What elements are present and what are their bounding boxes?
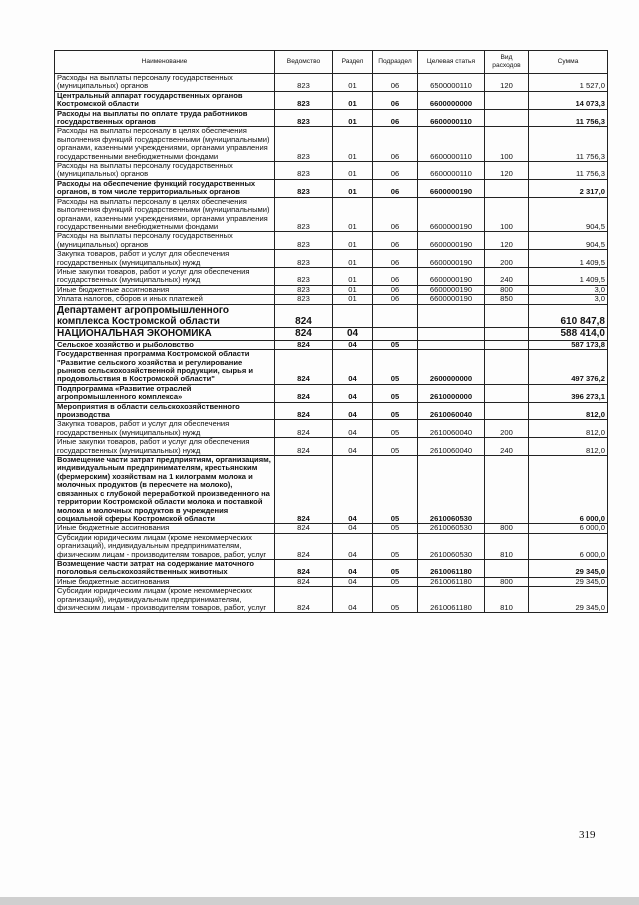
table-row — [55, 587, 608, 613]
cell-amount: 11 756,3 — [529, 127, 608, 162]
table-row — [55, 304, 608, 328]
cell-amount: 3,0 — [529, 295, 608, 304]
cell-amount: 588 414,0 — [529, 328, 608, 340]
cell-ministry: 823 — [275, 232, 333, 250]
cell-amount: 587 173,8 — [529, 340, 608, 349]
cell-subsection: 05 — [373, 456, 418, 524]
table-row — [55, 456, 608, 524]
cell-name: Уплата налогов, сборов и иных платежей — [55, 295, 275, 304]
cell-expense-type — [485, 340, 529, 349]
cell-ministry: 823 — [275, 109, 333, 127]
cell-amount: 6 000,0 — [529, 524, 608, 533]
cell-amount: 6 000,0 — [529, 533, 608, 559]
cell-amount: 2 317,0 — [529, 179, 608, 197]
page-number: 319 — [579, 829, 596, 841]
cell-section: 04 — [333, 340, 373, 349]
cell-subsection: 05 — [373, 577, 418, 586]
cell-section: 04 — [333, 328, 373, 340]
cell-subsection — [373, 328, 418, 340]
cell-target-article: 6600000000 — [418, 91, 485, 109]
cell-target-article: 6500000110 — [418, 74, 485, 92]
cell-amount: 14 073,3 — [529, 91, 608, 109]
cell-name: Подпрограмма «Развитие отраслей агропромышленного комплекса» — [55, 384, 275, 402]
cell-ministry: 824 — [275, 587, 333, 613]
cell-section: 01 — [333, 109, 373, 127]
cell-expense-type: 800 — [485, 285, 529, 294]
cell-section — [333, 304, 373, 328]
table-header-row — [55, 51, 608, 74]
cell-section: 01 — [333, 91, 373, 109]
header-amount: Сумма — [529, 51, 608, 74]
cell-amount: 497 376,2 — [529, 350, 608, 385]
cell-section: 04 — [333, 587, 373, 613]
cell-name: Расходы на выплаты персоналу государственных (муниципальных) органов — [55, 232, 275, 250]
cell-name: Иные бюджетные ассигнования — [55, 577, 275, 586]
cell-section: 04 — [333, 420, 373, 438]
cell-section: 04 — [333, 438, 373, 456]
cell-name: Расходы на выплаты по оплате труда работников государственных органов — [55, 109, 275, 127]
cell-ministry: 824 — [275, 420, 333, 438]
cell-section: 04 — [333, 350, 373, 385]
cell-ministry: 824 — [275, 559, 333, 577]
header-ministry: Ведомство — [275, 51, 333, 74]
table-row — [55, 402, 608, 420]
cell-section: 01 — [333, 127, 373, 162]
cell-section: 01 — [333, 285, 373, 294]
cell-expense-type: 100 — [485, 127, 529, 162]
cell-expense-type: 200 — [485, 420, 529, 438]
cell-expense-type: 240 — [485, 267, 529, 285]
cell-amount: 29 345,0 — [529, 559, 608, 577]
table-row — [55, 162, 608, 180]
cell-section: 01 — [333, 267, 373, 285]
cell-target-article: 2610060530 — [418, 456, 485, 524]
cell-name: Центральный аппарат государственных органов Костромской области — [55, 91, 275, 109]
cell-target-article: 6600000190 — [418, 285, 485, 294]
cell-section: 01 — [333, 179, 373, 197]
cell-target-article: 2610000000 — [418, 384, 485, 402]
cell-ministry: 824 — [275, 384, 333, 402]
budget-table — [54, 50, 608, 613]
cell-target-article — [418, 328, 485, 340]
cell-amount: 29 345,0 — [529, 587, 608, 613]
cell-section: 04 — [333, 559, 373, 577]
cell-name: Расходы на обеспечение функций государственных органов, в том числе территориальных органов — [55, 179, 275, 197]
header-subsection: Подраздел — [373, 51, 418, 74]
cell-amount: 812,0 — [529, 402, 608, 420]
cell-section: 04 — [333, 402, 373, 420]
cell-name: Возмещение части затрат предприятиям, организациям, индивидуальным предпринимателям, крестьянским (фермерским) хозяйствам на 1 килограмм молока и молочных продуктов (в пересчете на молоко), связанных с глубокой переработкой произведенного на территории Костромской области молока и поставкой молока и молочных продуктов в учреждения социальной сферы Костромской области — [55, 456, 275, 524]
cell-section: 04 — [333, 524, 373, 533]
cell-ministry: 823 — [275, 267, 333, 285]
table-row — [55, 524, 608, 533]
cell-subsection: 05 — [373, 524, 418, 533]
cell-section: 04 — [333, 533, 373, 559]
cell-section: 01 — [333, 162, 373, 180]
cell-name: Иные бюджетные ассигнования — [55, 524, 275, 533]
cell-ministry: 824 — [275, 438, 333, 456]
cell-subsection: 05 — [373, 402, 418, 420]
cell-section: 01 — [333, 250, 373, 268]
cell-expense-type — [485, 328, 529, 340]
cell-subsection: 05 — [373, 559, 418, 577]
cell-section: 04 — [333, 456, 373, 524]
table-row — [55, 384, 608, 402]
table-row — [55, 420, 608, 438]
cell-name: Иные закупки товаров, работ и услуг для обеспечения государственных (муниципальных) нужд — [55, 438, 275, 456]
cell-subsection: 05 — [373, 533, 418, 559]
cell-target-article: 6600000190 — [418, 250, 485, 268]
cell-name: Департамент агропромышленного комплекса Костромской области — [55, 304, 275, 328]
cell-ministry: 824 — [275, 328, 333, 340]
cell-ministry: 824 — [275, 350, 333, 385]
cell-amount: 1 409,5 — [529, 250, 608, 268]
cell-subsection: 06 — [373, 127, 418, 162]
cell-subsection: 05 — [373, 438, 418, 456]
cell-amount: 904,5 — [529, 197, 608, 232]
cell-expense-type: 100 — [485, 197, 529, 232]
cell-amount: 812,0 — [529, 438, 608, 456]
cell-ministry: 823 — [275, 162, 333, 180]
cell-target-article: 6600000190 — [418, 295, 485, 304]
cell-expense-type — [485, 91, 529, 109]
cell-ministry: 823 — [275, 74, 333, 92]
cell-section: 04 — [333, 384, 373, 402]
cell-ministry: 824 — [275, 524, 333, 533]
cell-target-article: 2600000000 — [418, 350, 485, 385]
cell-amount: 11 756,3 — [529, 109, 608, 127]
cell-name: Возмещение части затрат на содержание маточного поголовья сельскохозяйственных животных — [55, 559, 275, 577]
cell-name: Сельское хозяйство и рыболовство — [55, 340, 275, 349]
cell-ministry: 823 — [275, 250, 333, 268]
table-row — [55, 179, 608, 197]
cell-name: Расходы на выплаты персоналу в целях обеспечения выполнения функций государственными (муниципальными) органами, казенными учреждениями, органами управления государственными внебюджетными фондами — [55, 197, 275, 232]
cell-target-article: 6600000110 — [418, 162, 485, 180]
cell-expense-type: 240 — [485, 438, 529, 456]
cell-target-article: 6600000110 — [418, 127, 485, 162]
cell-subsection: 06 — [373, 197, 418, 232]
cell-section: 04 — [333, 577, 373, 586]
cell-expense-type — [485, 179, 529, 197]
cell-target-article: 2610061180 — [418, 587, 485, 613]
table-row — [55, 438, 608, 456]
cell-name: Иные бюджетные ассигнования — [55, 285, 275, 294]
cell-section: 01 — [333, 197, 373, 232]
cell-expense-type — [485, 402, 529, 420]
cell-name: Государственная программа Костромской области "Развитие сельского хозяйства и регулирование рынков сельскохозяйственной продукции, сырья и продовольствия в Костромской области" — [55, 350, 275, 385]
cell-expense-type — [485, 109, 529, 127]
cell-subsection: 06 — [373, 295, 418, 304]
cell-amount: 6 000,0 — [529, 456, 608, 524]
cell-name: Субсидии юридическим лицам (кроме некоммерческих организаций), индивидуальным предпринимателям, физическим лицам - производителям товаров, работ, услуг — [55, 587, 275, 613]
cell-section: 01 — [333, 74, 373, 92]
table-row — [55, 267, 608, 285]
cell-name: Закупка товаров, работ и услуг для обеспечения государственных (муниципальных) нужд — [55, 250, 275, 268]
table-row — [55, 109, 608, 127]
cell-subsection: 06 — [373, 285, 418, 294]
cell-subsection: 05 — [373, 384, 418, 402]
cell-expense-type: 850 — [485, 295, 529, 304]
table-row — [55, 295, 608, 304]
cell-expense-type — [485, 304, 529, 328]
cell-expense-type — [485, 350, 529, 385]
cell-target-article: 6600000190 — [418, 179, 485, 197]
cell-target-article: 2610061180 — [418, 559, 485, 577]
cell-subsection: 05 — [373, 420, 418, 438]
cell-amount: 396 273,1 — [529, 384, 608, 402]
cell-subsection: 06 — [373, 232, 418, 250]
cell-name: НАЦИОНАЛЬНАЯ ЭКОНОМИКА — [55, 328, 275, 340]
cell-amount: 29 345,0 — [529, 577, 608, 586]
cell-amount: 1 527,0 — [529, 74, 608, 92]
cell-target-article: 2610060040 — [418, 402, 485, 420]
table-row — [55, 559, 608, 577]
header-section: Раздел — [333, 51, 373, 74]
table-row — [55, 350, 608, 385]
cell-target-article: 6600000190 — [418, 197, 485, 232]
cell-amount: 3,0 — [529, 285, 608, 294]
cell-expense-type: 120 — [485, 74, 529, 92]
cell-expense-type: 810 — [485, 533, 529, 559]
cell-amount: 610 847,8 — [529, 304, 608, 328]
cell-expense-type: 810 — [485, 587, 529, 613]
cell-ministry: 824 — [275, 340, 333, 349]
cell-name: Расходы на выплаты персоналу государственных (муниципальных) органов — [55, 74, 275, 92]
cell-subsection: 05 — [373, 350, 418, 385]
cell-target-article: 2610060530 — [418, 524, 485, 533]
cell-ministry: 823 — [275, 197, 333, 232]
cell-ministry: 824 — [275, 533, 333, 559]
cell-target-article: 2610060040 — [418, 420, 485, 438]
cell-subsection: 06 — [373, 74, 418, 92]
cell-subsection: 06 — [373, 109, 418, 127]
cell-expense-type: 800 — [485, 577, 529, 586]
cell-ministry: 824 — [275, 402, 333, 420]
cell-expense-type — [485, 384, 529, 402]
table-row — [55, 74, 608, 92]
cell-expense-type: 120 — [485, 232, 529, 250]
cell-name: Расходы на выплаты персоналу государственных (муниципальных) органов — [55, 162, 275, 180]
cell-target-article: 2610060530 — [418, 533, 485, 559]
cell-expense-type: 800 — [485, 524, 529, 533]
cell-expense-type: 120 — [485, 162, 529, 180]
cell-section: 01 — [333, 232, 373, 250]
cell-name: Закупка товаров, работ и услуг для обеспечения государственных (муниципальных) нужд — [55, 420, 275, 438]
cell-expense-type — [485, 456, 529, 524]
cell-name: Иные закупки товаров, работ и услуг для обеспечения государственных (муниципальных) нужд — [55, 267, 275, 285]
cell-amount: 11 756,3 — [529, 162, 608, 180]
cell-subsection: 06 — [373, 179, 418, 197]
cell-ministry: 824 — [275, 304, 333, 328]
header-target-article: Целевая статья — [418, 51, 485, 74]
cell-target-article: 2610060040 — [418, 438, 485, 456]
cell-subsection: 06 — [373, 250, 418, 268]
cell-ministry: 824 — [275, 456, 333, 524]
cell-section: 01 — [333, 295, 373, 304]
cell-subsection: 06 — [373, 267, 418, 285]
table-row — [55, 127, 608, 162]
cell-expense-type: 200 — [485, 250, 529, 268]
header-name: Наименование — [55, 51, 275, 74]
cell-amount: 904,5 — [529, 232, 608, 250]
scan-edge — [0, 897, 639, 905]
cell-ministry: 823 — [275, 285, 333, 294]
cell-ministry: 824 — [275, 577, 333, 586]
cell-ministry: 823 — [275, 127, 333, 162]
cell-name: Субсидии юридическим лицам (кроме некоммерческих организаций), индивидуальным предпринимателям, физическим лицам - производителям товаров, работ, услуг — [55, 533, 275, 559]
cell-ministry: 823 — [275, 295, 333, 304]
cell-target-article: 6600000110 — [418, 109, 485, 127]
header-expense-type: Вид расходов — [485, 51, 529, 74]
cell-name: Расходы на выплаты персоналу в целях обеспечения выполнения функций государственными (муниципальными) органами, казенными учреждениями, органами управления государственными внебюджетными фондами — [55, 127, 275, 162]
cell-target-article — [418, 304, 485, 328]
table-row — [55, 91, 608, 109]
cell-target-article: 2610061180 — [418, 577, 485, 586]
cell-amount: 812,0 — [529, 420, 608, 438]
cell-name: Мероприятия в области сельскохозяйственного производства — [55, 402, 275, 420]
table-row — [55, 533, 608, 559]
table-row — [55, 250, 608, 268]
cell-expense-type — [485, 559, 529, 577]
cell-amount: 1 409,5 — [529, 267, 608, 285]
table-row — [55, 328, 608, 340]
cell-subsection: 05 — [373, 340, 418, 349]
cell-subsection: 06 — [373, 162, 418, 180]
cell-subsection: 06 — [373, 91, 418, 109]
cell-target-article: 6600000190 — [418, 232, 485, 250]
table-row — [55, 197, 608, 232]
cell-ministry: 823 — [275, 179, 333, 197]
cell-subsection: 05 — [373, 587, 418, 613]
cell-subsection — [373, 304, 418, 328]
cell-ministry: 823 — [275, 91, 333, 109]
table-row — [55, 232, 608, 250]
cell-target-article — [418, 340, 485, 349]
cell-target-article: 6600000190 — [418, 267, 485, 285]
